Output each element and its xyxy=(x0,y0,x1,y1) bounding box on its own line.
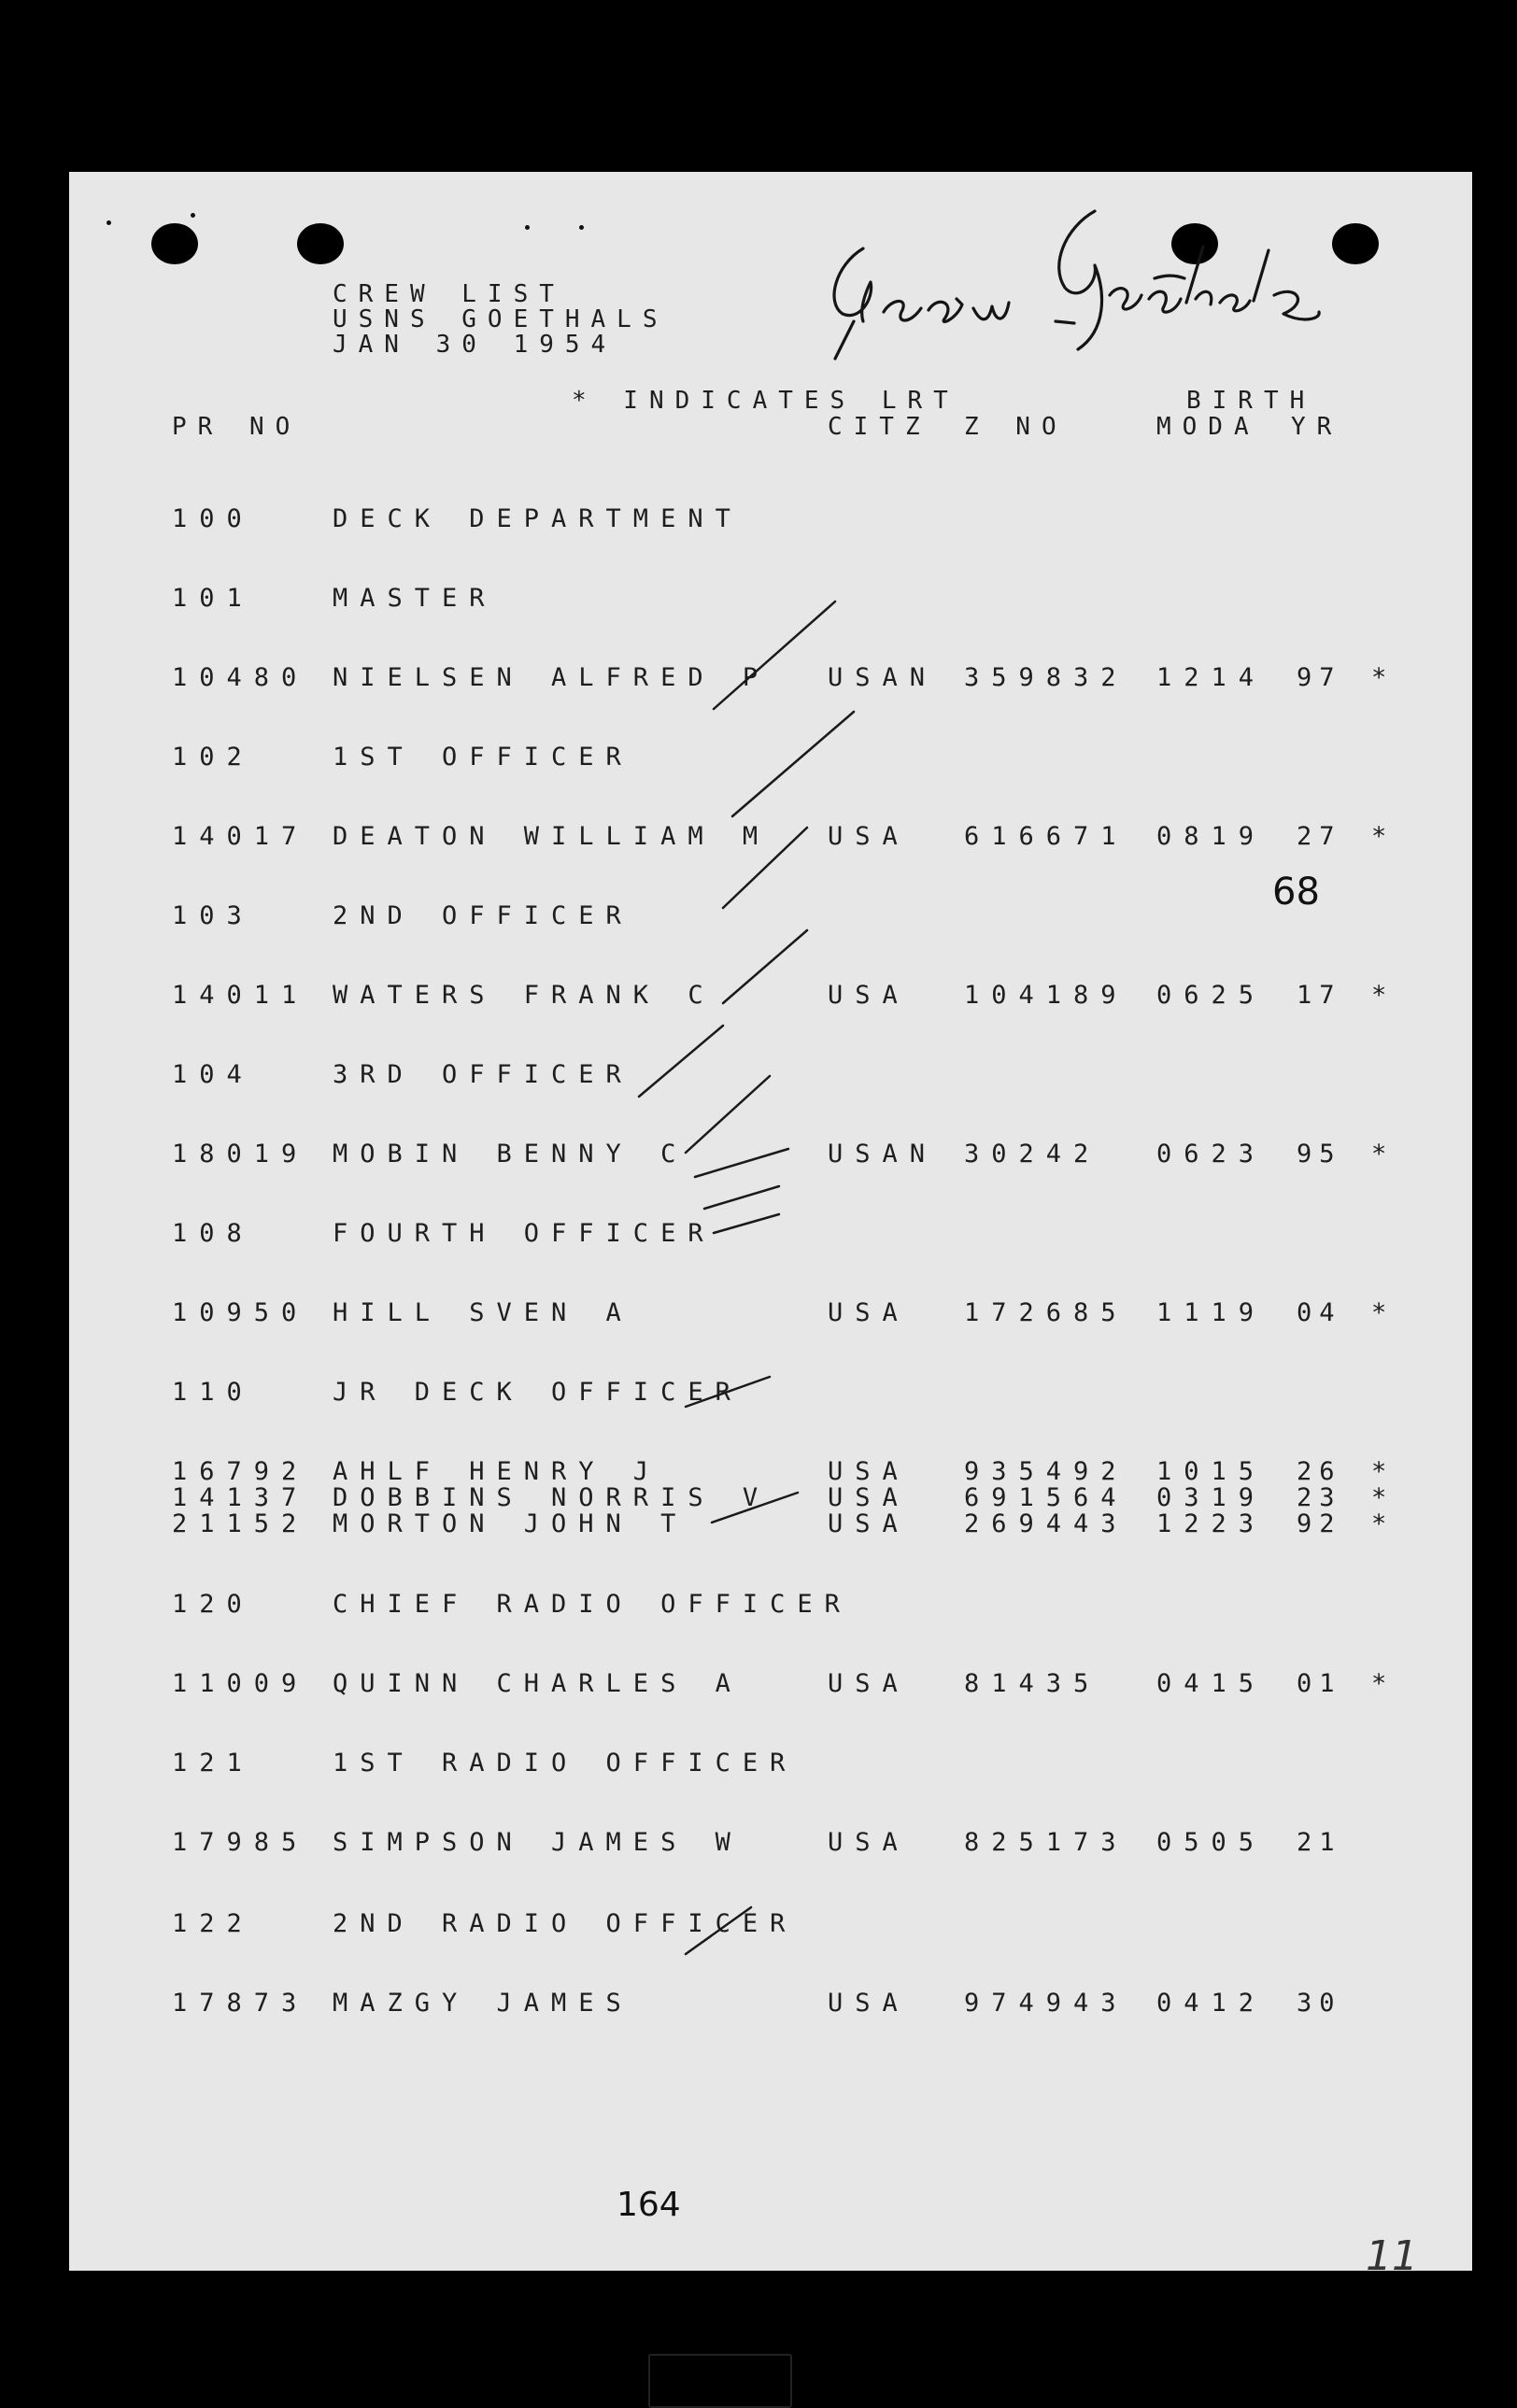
birth-year: 26 xyxy=(1297,1457,1342,1486)
citizenship: USA xyxy=(828,1298,910,1327)
section-title: 1ST RADIO OFFICER xyxy=(333,1749,798,1778)
crew-name: DOBBINS NORRIS V xyxy=(333,1483,771,1512)
col-yr: YR xyxy=(1291,413,1343,441)
check-mark xyxy=(686,1907,751,1954)
lrt-indicator: * xyxy=(1371,1669,1399,1698)
pr-number: 10950 xyxy=(172,1298,309,1327)
birth-year: 30 xyxy=(1297,1989,1342,2018)
section-title: JR DECK OFFICER xyxy=(333,1378,743,1407)
citizenship: USA xyxy=(828,1828,910,1857)
z-number: 104189 xyxy=(964,981,1128,1010)
pr-number: 110 xyxy=(172,1378,254,1407)
birth-month-day: 1223 xyxy=(1156,1509,1267,1538)
section-title: 2ND RADIO OFFICER xyxy=(333,1909,798,1938)
crew-name: WATERS FRANK C xyxy=(333,981,716,1010)
check-mark xyxy=(723,828,807,908)
birth-month-day: 1214 xyxy=(1156,663,1267,692)
lrt-indicator: * xyxy=(1371,663,1399,692)
corner-mark: 11 xyxy=(1366,2232,1418,2280)
pr-number: 16792 xyxy=(172,1457,309,1486)
crew-name: NIELSEN ALFRED P xyxy=(333,663,771,692)
pr-number: 10480 xyxy=(172,663,309,692)
birth-year: 01 xyxy=(1297,1669,1342,1698)
birth-month-day: 1119 xyxy=(1156,1298,1267,1327)
col-citz: CITZ xyxy=(828,413,931,441)
check-mark xyxy=(714,602,835,709)
col-moda: MODA xyxy=(1156,413,1260,441)
lrt-indicator: * xyxy=(1371,1298,1399,1327)
ship-name: USNS GOETHALS xyxy=(333,305,669,333)
crew-name: HILL SVEN A xyxy=(333,1298,633,1327)
z-number: 30242 xyxy=(964,1140,1101,1169)
lrt-indicator: * xyxy=(1371,1140,1399,1169)
annotation-number: 68 xyxy=(1272,871,1320,914)
list-date: JAN 30 1954 xyxy=(333,331,617,359)
check-mark xyxy=(723,930,807,1003)
citizenship: USA xyxy=(828,1509,910,1538)
pr-number: 14137 xyxy=(172,1483,309,1512)
col-z-no: Z NO xyxy=(964,413,1068,441)
lrt-legend: * INDICATES LRT xyxy=(572,387,959,415)
pr-number: 121 xyxy=(172,1749,254,1778)
pr-number: 17873 xyxy=(172,1989,309,2018)
birth-month-day: 0623 xyxy=(1156,1140,1267,1169)
col-pr-no: PR NO xyxy=(172,413,302,441)
z-number: 269443 xyxy=(964,1509,1128,1538)
pr-number: 120 xyxy=(172,1590,254,1619)
pr-number: 100 xyxy=(172,504,254,533)
document-page xyxy=(69,172,1472,2271)
lrt-indicator: * xyxy=(1371,1483,1399,1512)
birth-month-day: 0415 xyxy=(1156,1669,1267,1698)
citizenship: USA xyxy=(828,1483,910,1512)
birth-month-day: 0625 xyxy=(1156,981,1267,1010)
check-mark xyxy=(732,712,854,816)
birth-year: 23 xyxy=(1297,1483,1342,1512)
citizenship: USA xyxy=(828,1989,910,2018)
birth-year: 92 xyxy=(1297,1509,1342,1538)
pr-number: 108 xyxy=(172,1219,254,1248)
check-mark xyxy=(714,1214,779,1233)
birth-year: 97 xyxy=(1297,663,1342,692)
check-mark xyxy=(639,1026,723,1097)
pr-number: 101 xyxy=(172,584,254,613)
crew-name: AHLF HENRY J xyxy=(333,1457,661,1486)
birth-month-day: 0819 xyxy=(1156,822,1267,851)
pr-number: 14011 xyxy=(172,981,309,1010)
check-mark xyxy=(686,1377,770,1407)
list-title: CREW LIST xyxy=(333,280,565,308)
check-marks xyxy=(69,172,1472,2271)
crew-name: MOBIN BENNY C xyxy=(333,1140,688,1169)
check-mark xyxy=(695,1149,788,1177)
birth-year: 17 xyxy=(1297,981,1342,1010)
citizenship: USAN xyxy=(828,663,938,692)
z-number: 359832 xyxy=(964,663,1128,692)
z-number: 825173 xyxy=(964,1828,1128,1857)
pr-number: 11009 xyxy=(172,1669,309,1698)
birth-year: 27 xyxy=(1297,822,1342,851)
section-title: 1ST OFFICER xyxy=(333,743,633,772)
section-title: 2ND OFFICER xyxy=(333,901,633,930)
z-number: 172685 xyxy=(964,1298,1128,1327)
pr-number: 122 xyxy=(172,1909,254,1938)
birth-year: 04 xyxy=(1297,1298,1342,1327)
z-number: 81435 xyxy=(964,1669,1101,1698)
citizenship: USAN xyxy=(828,1140,938,1169)
lrt-indicator: * xyxy=(1371,981,1399,1010)
pr-number: 18019 xyxy=(172,1140,309,1169)
z-number: 935492 xyxy=(964,1457,1128,1486)
citizenship: USA xyxy=(828,1669,910,1698)
pr-number: 17985 xyxy=(172,1828,309,1857)
lrt-indicator: * xyxy=(1371,822,1399,851)
pr-number: 21152 xyxy=(172,1509,309,1538)
section-title: 3RD OFFICER xyxy=(333,1060,633,1089)
birth-header: BIRTH xyxy=(1186,387,1316,415)
birth-month-day: 0505 xyxy=(1156,1828,1267,1857)
crew-name: MAZGY JAMES xyxy=(333,1989,633,2018)
z-number: 974943 xyxy=(964,1989,1128,2018)
birth-year: 21 xyxy=(1297,1828,1342,1857)
page-number: 164 xyxy=(617,2186,681,2224)
birth-month-day: 0319 xyxy=(1156,1483,1267,1512)
section-title: DECK DEPARTMENT xyxy=(333,504,743,533)
lrt-indicator: * xyxy=(1371,1509,1399,1538)
z-number: 691564 xyxy=(964,1483,1128,1512)
crew-name: SIMPSON JAMES W xyxy=(333,1828,743,1857)
section-title: MASTER xyxy=(333,584,497,613)
citizenship: USA xyxy=(828,822,910,851)
birth-month-day: 0412 xyxy=(1156,1989,1267,2018)
section-title: CHIEF RADIO OFFICER xyxy=(333,1590,852,1619)
crew-name: DEATON WILLIAM M xyxy=(333,822,771,851)
pr-number: 104 xyxy=(172,1060,254,1089)
birth-month-day: 1015 xyxy=(1156,1457,1267,1486)
pr-number: 102 xyxy=(172,743,254,772)
citizenship: USA xyxy=(828,1457,910,1486)
crew-name: QUINN CHARLES A xyxy=(333,1669,743,1698)
page-number-box xyxy=(648,2354,792,2408)
check-mark xyxy=(704,1186,779,1209)
crew-name: MORTON JOHN T xyxy=(333,1509,688,1538)
check-mark xyxy=(712,1493,798,1523)
section-title: FOURTH OFFICER xyxy=(333,1219,716,1248)
check-mark xyxy=(686,1076,770,1153)
pr-number: 103 xyxy=(172,901,254,930)
pr-number: 14017 xyxy=(172,822,309,851)
citizenship: USA xyxy=(828,981,910,1010)
lrt-indicator: * xyxy=(1371,1457,1399,1486)
birth-year: 95 xyxy=(1297,1140,1342,1169)
z-number: 616671 xyxy=(964,822,1128,851)
